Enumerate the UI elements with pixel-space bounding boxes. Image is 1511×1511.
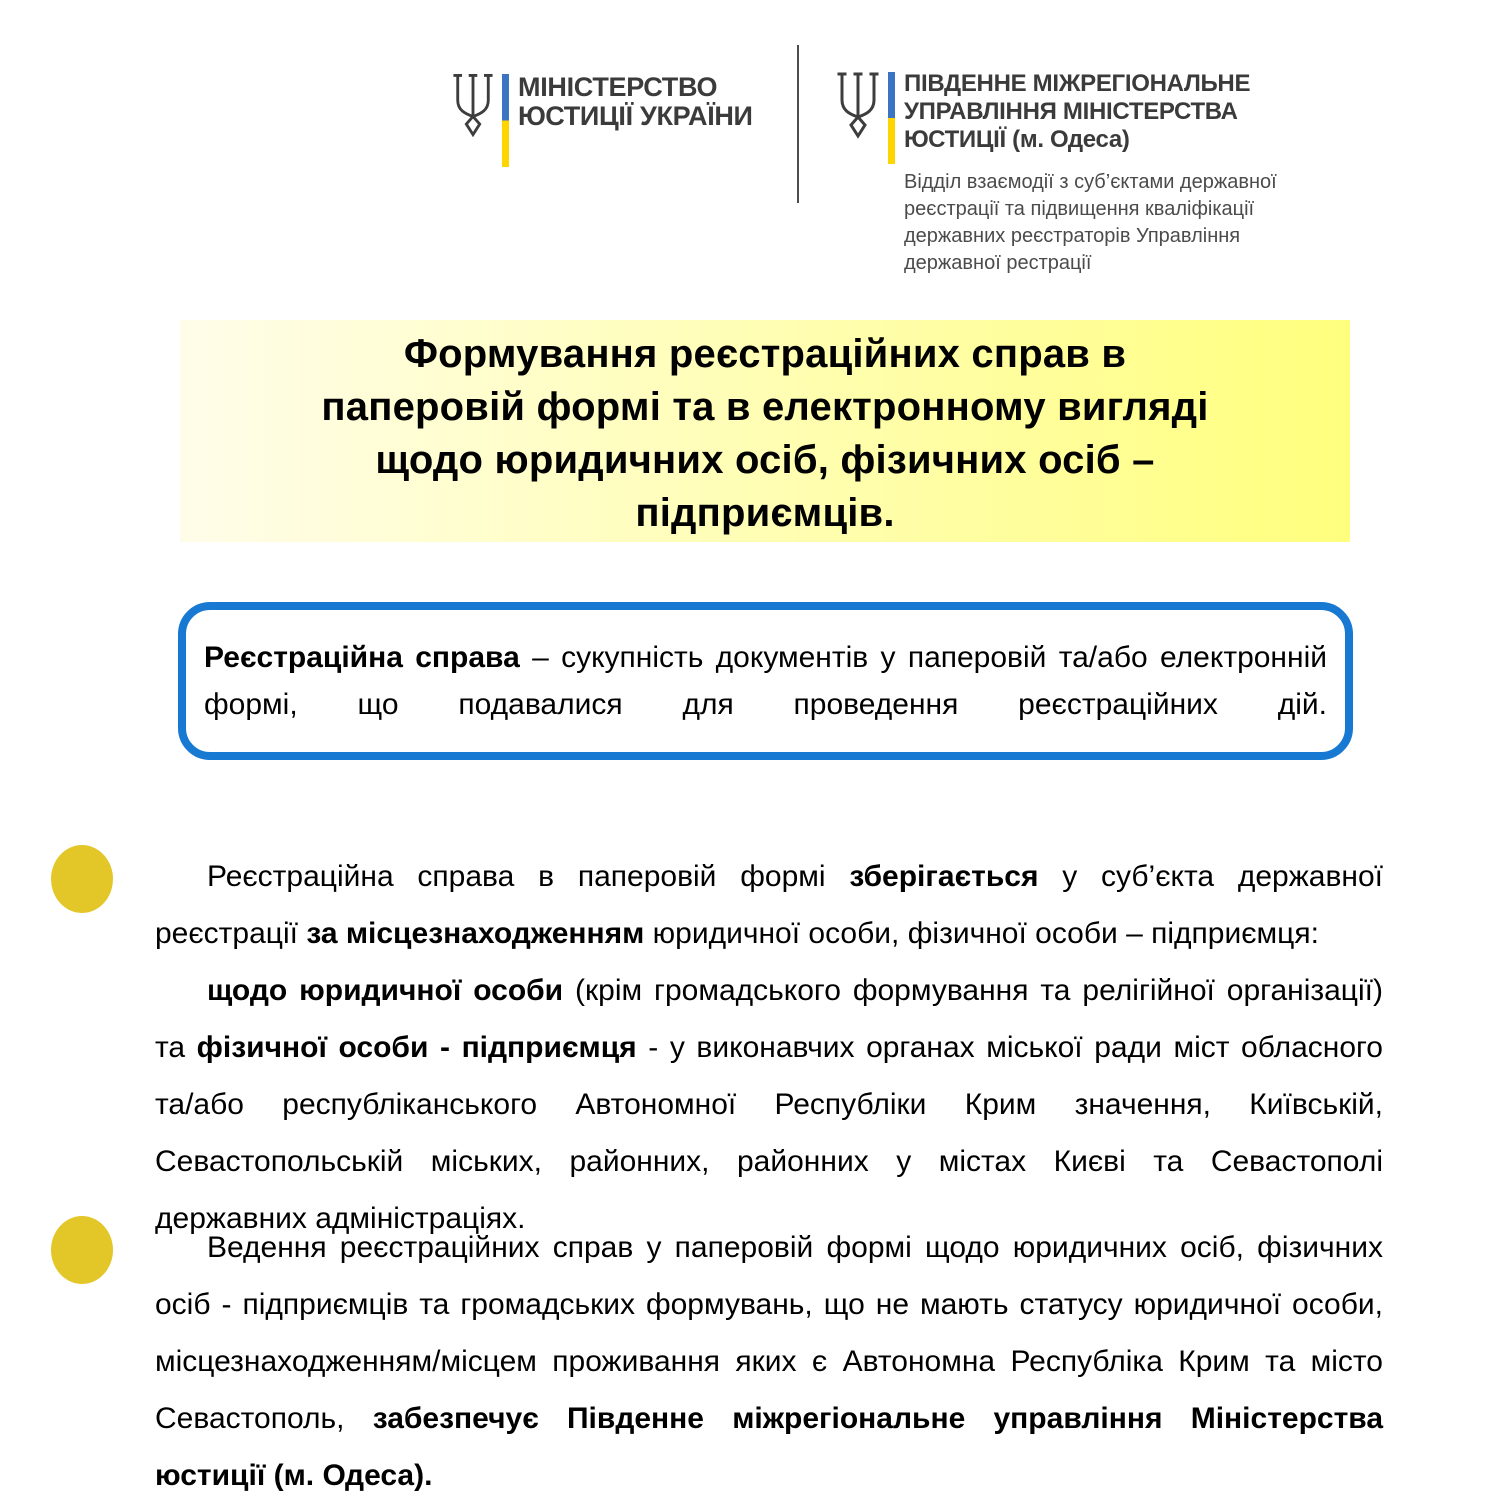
regional-name-line: УПРАВЛІННЯ МІНІСТЕРСТВА bbox=[904, 98, 1238, 125]
definition-box bbox=[178, 602, 1353, 760]
regional-name-line: ЮСТИЦІЇ (м. Одеса) bbox=[904, 126, 1130, 153]
title-line: щодо юридичних осіб, фізичних осіб – bbox=[375, 438, 1155, 482]
bullet-2-text bbox=[155, 1219, 1383, 1504]
paragraph: Реєстраційна справа в паперовій формі зберігається у суб’єкта державної реєстрації за місцезнаходженням юридичної особи, фізичної особи – підприємця: bbox=[155, 860, 1384, 950]
trident-icon bbox=[452, 72, 494, 138]
department-subtitle: Відділ взаємодії з суб’єктами державної реєстрації та підвищення кваліфікації державних реєстраторів Управління державної рестрації bbox=[904, 171, 1277, 274]
regional-office-name bbox=[904, 70, 1302, 154]
title-banner bbox=[180, 320, 1350, 542]
title-line: паперовій формі та в електронному вигляді bbox=[321, 385, 1209, 429]
header-divider bbox=[797, 45, 799, 203]
title-line: підприємців. bbox=[635, 491, 895, 535]
bullet-dot bbox=[51, 1216, 113, 1284]
bullet-dot bbox=[51, 845, 113, 913]
title-line: Формування реєстраційних справ в bbox=[403, 332, 1127, 376]
paragraph: Ведення реєстраційних справ у паперовій формі щодо юридичних осіб, фізичних осіб - підприємців та громадських формувань, що не мають статусу юридичної особи, місцезнаходженням/місцем проживання яких є Автономна Республіка Крим та місто Севастополь, забезпечує Південне міжрегіональне управління Міністерства юстиції (м. Одеса). bbox=[155, 1231, 1383, 1492]
definition-text: Реєстраційна справа – сукупність документів у паперовій та/або електронній формі, що подавалися для проведення реєстраційних дій. bbox=[204, 641, 1327, 721]
ministry-name-line: ЮСТИЦІЇ УКРАЇНИ bbox=[518, 101, 753, 131]
paragraph: щодо юридичної особи (крім громадського формування та релігійної організації) та фізичної особи - підприємця - у виконавчих органах міської ради міст обласного та/або республіканського Автономної Республіки Крим значення, Київській, Севастопольській міських, районних, районних у містах Києві та Севастополі державних адміністраціях. bbox=[155, 974, 1383, 1235]
flag-bar bbox=[502, 74, 509, 167]
trident-icon bbox=[836, 70, 880, 140]
flag-bar bbox=[888, 72, 895, 164]
bullet-1-text bbox=[155, 848, 1383, 1247]
ministry-name-line: МІНІСТЕРСТВО bbox=[518, 72, 718, 102]
regional-name-line: ПІВДЕННЕ МІЖРЕГІОНАЛЬНЕ bbox=[904, 70, 1251, 97]
ministry-logo bbox=[452, 72, 753, 167]
ministry-name bbox=[518, 72, 753, 131]
regional-office-logo bbox=[836, 70, 1302, 277]
